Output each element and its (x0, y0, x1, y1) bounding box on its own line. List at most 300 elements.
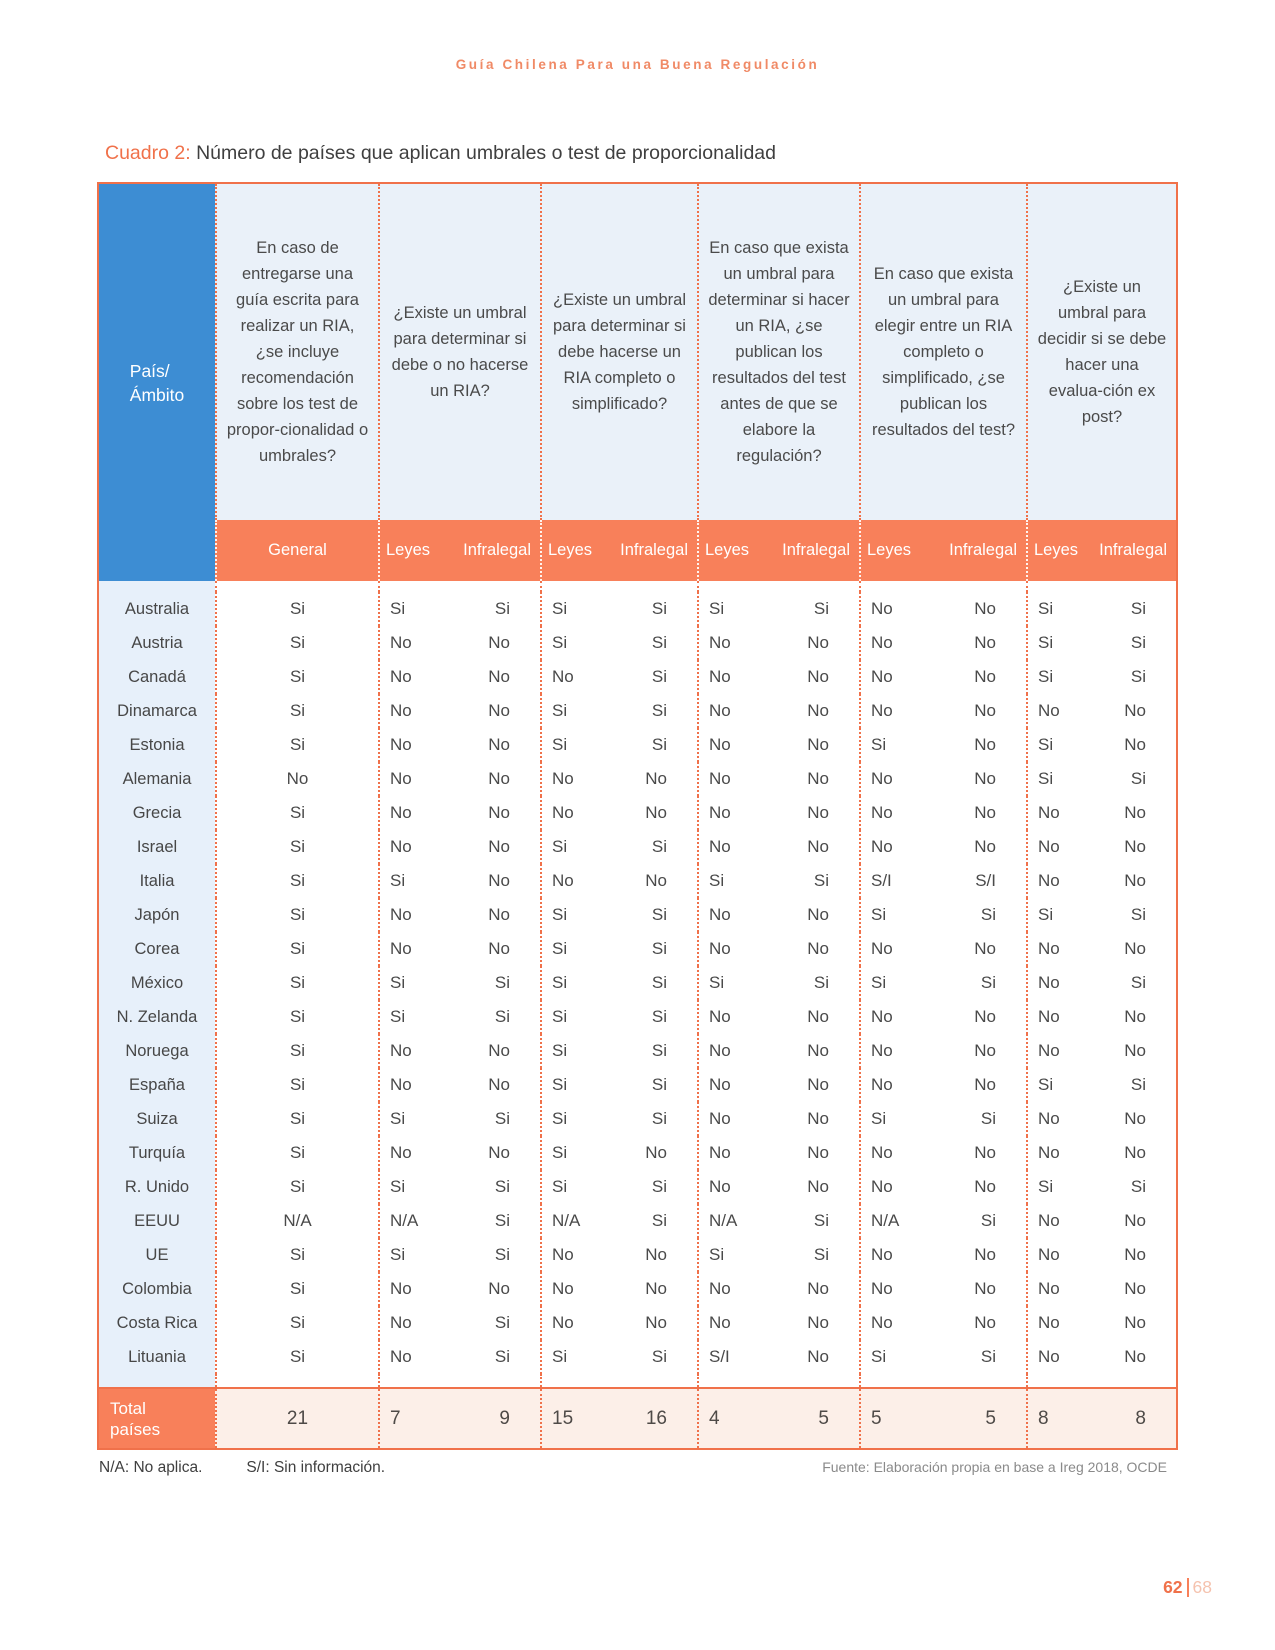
leyes-value: No (390, 1279, 412, 1298)
question-group-values (1026, 1238, 1176, 1272)
infralegal-value: Si (1130, 599, 1146, 618)
total-value-infralegal: 8 (1135, 1407, 1146, 1429)
infralegal-value: No (807, 735, 829, 754)
question-group-values (378, 1034, 540, 1068)
question-group-values (697, 864, 859, 898)
question-group-values (1026, 1272, 1176, 1306)
infralegal-value: Si (651, 633, 667, 652)
leyes-value: Si (1038, 633, 1054, 652)
leyes-value: Si (552, 905, 568, 924)
infralegal-value: No (974, 1075, 996, 1094)
question-group-values (540, 1000, 697, 1034)
table-row (99, 1238, 1176, 1272)
infralegal-value: Si (813, 973, 829, 992)
question-group-values (540, 694, 697, 728)
country-name: Italia (99, 864, 215, 898)
infralegal-value: No (488, 1041, 510, 1060)
question-header-cell: En caso que exista un umbral para determinar si hacer un RIA, ¿se publican los resultados del test antes de que se elabore la regulación? (697, 184, 859, 520)
leyes-value: Si (871, 1347, 887, 1366)
table-title-prefix: Cuadro 2: (105, 142, 191, 164)
question-header-cell: En caso que exista un umbral para elegir entre un RIA completo o simplificado, ¿se publican los resultados del test? (859, 184, 1026, 520)
infralegal-value: No (807, 1313, 829, 1332)
leyes-value: No (1038, 803, 1060, 822)
table-row (99, 830, 1176, 864)
footnote-na: N/A: No aplica. (99, 1459, 203, 1476)
question-group-values (378, 1000, 540, 1034)
question-group-values (697, 1340, 859, 1374)
leyes-value: Si (390, 871, 406, 890)
leyes-value: No (390, 905, 412, 924)
general-value: Si (215, 1034, 378, 1068)
infralegal-value: No (645, 769, 667, 788)
question-group-values (859, 796, 1026, 830)
infralegal-value: No (807, 837, 829, 856)
subheader-leyes: Leyes (867, 541, 912, 559)
infralegal-value: Si (980, 973, 996, 992)
leyes-value: No (390, 633, 412, 652)
leyes-value: Si (709, 871, 725, 890)
leyes-value: No (871, 803, 893, 822)
question-group-values (859, 1204, 1026, 1238)
table-row (99, 1340, 1176, 1374)
leyes-value: Si (1038, 599, 1054, 618)
leyes-value: Si (390, 973, 406, 992)
question-group-values (697, 1238, 859, 1272)
infralegal-value: No (488, 769, 510, 788)
leyes-value: No (390, 1347, 412, 1366)
infralegal-value: Si (494, 1313, 510, 1332)
question-group-values (540, 1102, 697, 1136)
general-value: Si (215, 864, 378, 898)
leyes-value: No (1038, 1347, 1060, 1366)
question-header-cell: En caso de entregarse una guía escrita para realizar un RIA, ¿se incluye recomendación sobre los test de propor-cionalidad o umbrales? (215, 184, 378, 520)
leyes-value: Si (390, 599, 406, 618)
general-value: Si (215, 796, 378, 830)
general-value: Si (215, 694, 378, 728)
leyes-value: No (709, 667, 731, 686)
infralegal-value: No (807, 701, 829, 720)
infralegal-value: No (1124, 871, 1146, 890)
question-group-values (697, 898, 859, 932)
infralegal-value: Si (651, 837, 667, 856)
country-name: Canadá (99, 660, 215, 694)
leyes-value: No (1038, 1041, 1060, 1060)
question-group-values (697, 1306, 859, 1340)
leyes-value: No (709, 1177, 731, 1196)
leyes-value: No (390, 1041, 412, 1060)
question-group-values (859, 694, 1026, 728)
question-group-values (697, 660, 859, 694)
infralegal-value: No (1124, 1041, 1146, 1060)
leyes-value: No (709, 803, 731, 822)
question-group-values (697, 1136, 859, 1170)
leyes-value: Si (552, 599, 568, 618)
infralegal-value: No (807, 1347, 829, 1366)
infralegal-value: Si (651, 1177, 667, 1196)
leyes-value: Si (1038, 1075, 1054, 1094)
question-group-values (540, 660, 697, 694)
question-group-values (697, 1068, 859, 1102)
leyes-value: No (871, 1313, 893, 1332)
infralegal-value: Si (1130, 667, 1146, 686)
question-group-values (378, 1204, 540, 1238)
question-group-values (378, 1102, 540, 1136)
question-group-values (378, 728, 540, 762)
total-row (99, 1387, 1176, 1448)
infralegal-value: No (807, 1279, 829, 1298)
table-row (99, 1034, 1176, 1068)
corner-line2: Ámbito (129, 384, 185, 405)
page-current: 62 (1163, 1577, 1183, 1597)
question-group-values (378, 796, 540, 830)
infralegal-value: Si (651, 973, 667, 992)
general-value: Si (215, 1340, 378, 1374)
leyes-value: No (1038, 1245, 1060, 1264)
question-group-values (859, 1238, 1026, 1272)
question-group-values (859, 1102, 1026, 1136)
leyes-value: No (1038, 837, 1060, 856)
infralegal-value: No (974, 769, 996, 788)
subheader-group (697, 520, 859, 581)
leyes-value: No (709, 1007, 731, 1026)
country-name: Grecia (99, 796, 215, 830)
question-group-values (697, 1034, 859, 1068)
infralegal-value: No (974, 1245, 996, 1264)
subheader-leyes: Leyes (548, 541, 593, 559)
total-value-leyes: 5 (871, 1407, 882, 1429)
total-value-group (859, 1389, 1026, 1448)
question-group-values (859, 1170, 1026, 1204)
leyes-value: N/A (709, 1211, 738, 1230)
leyes-value: No (871, 633, 893, 652)
infralegal-value: Si (980, 1347, 996, 1366)
total-value-leyes: 8 (1038, 1407, 1049, 1429)
leyes-value: No (871, 837, 893, 856)
question-group-values (1026, 898, 1176, 932)
question-group-values (378, 660, 540, 694)
infralegal-value: No (807, 1177, 829, 1196)
table-row (99, 1136, 1176, 1170)
table-row (99, 898, 1176, 932)
question-group-values (540, 1340, 697, 1374)
question-group-values (1026, 864, 1176, 898)
question-group-values (540, 966, 697, 1000)
leyes-value: No (871, 1177, 893, 1196)
total-value-group (378, 1389, 540, 1448)
subheader-infralegal: Infralegal (782, 541, 850, 559)
infralegal-value: No (488, 939, 510, 958)
question-group-values (859, 864, 1026, 898)
question-group-values (378, 1238, 540, 1272)
infralegal-value: No (1124, 735, 1146, 754)
infralegal-value: No (974, 633, 996, 652)
leyes-value: Si (552, 1075, 568, 1094)
country-name: Costa Rica (99, 1306, 215, 1340)
leyes-value: Si (709, 1245, 725, 1264)
leyes-value: No (390, 837, 412, 856)
infralegal-value: Si (1130, 973, 1146, 992)
infralegal-value: No (807, 939, 829, 958)
infralegal-value: No (807, 1109, 829, 1128)
leyes-value: No (552, 871, 574, 890)
question-group-values (378, 762, 540, 796)
general-value: Si (215, 1306, 378, 1340)
question-header-cell: ¿Existe un umbral para determinar si debe o no hacerse un RIA? (378, 184, 540, 520)
question-group-values (697, 592, 859, 626)
leyes-value: No (390, 1313, 412, 1332)
total-value-general: 21 (215, 1389, 378, 1448)
subheader-group (540, 520, 697, 581)
subheader-infralegal: Infralegal (620, 541, 688, 559)
leyes-value: Si (709, 599, 725, 618)
corner-cell (99, 184, 215, 581)
subheader-infralegal: Infralegal (463, 541, 531, 559)
question-group-values (859, 966, 1026, 1000)
infralegal-value: No (974, 1279, 996, 1298)
general-value: Si (215, 1238, 378, 1272)
leyes-value: No (1038, 1143, 1060, 1162)
question-group-values (1026, 1204, 1176, 1238)
infralegal-value: Si (813, 1245, 829, 1264)
general-value: Si (215, 1272, 378, 1306)
question-group-values (540, 898, 697, 932)
question-group-values (540, 1238, 697, 1272)
leyes-value: No (390, 769, 412, 788)
question-group-values (1026, 1170, 1176, 1204)
infralegal-value: No (974, 1007, 996, 1026)
question-group-values (859, 1306, 1026, 1340)
table-title (105, 142, 776, 165)
country-name: UE (99, 1238, 215, 1272)
table-row (99, 1272, 1176, 1306)
general-value: N/A (215, 1204, 378, 1238)
infralegal-value: No (974, 939, 996, 958)
infralegal-value: No (974, 1313, 996, 1332)
infralegal-value: Si (1130, 1177, 1146, 1196)
question-group-values (378, 864, 540, 898)
leyes-value: No (871, 1279, 893, 1298)
country-name: Alemania (99, 762, 215, 796)
leyes-value: No (709, 735, 731, 754)
question-group-values (378, 1340, 540, 1374)
question-group-values (1026, 1034, 1176, 1068)
general-value: Si (215, 660, 378, 694)
question-group-values (859, 626, 1026, 660)
infralegal-value: No (974, 1143, 996, 1162)
infralegal-value: No (488, 667, 510, 686)
country-name: Estonia (99, 728, 215, 762)
country-name: EEUU (99, 1204, 215, 1238)
general-value: Si (215, 1068, 378, 1102)
question-group-values (697, 1102, 859, 1136)
spacer-row (99, 581, 1176, 592)
infralegal-value: Si (494, 1211, 510, 1230)
leyes-value: Si (552, 1007, 568, 1026)
leyes-value: Si (552, 701, 568, 720)
question-group-values (378, 694, 540, 728)
question-header-cell: ¿Existe un umbral para determinar si debe hacerse un RIA completo o simplificado? (540, 184, 697, 520)
country-name: España (99, 1068, 215, 1102)
leyes-value: No (871, 1007, 893, 1026)
infralegal-value: No (488, 701, 510, 720)
table-row (99, 864, 1176, 898)
question-group-values (697, 966, 859, 1000)
leyes-value: Si (552, 1177, 568, 1196)
leyes-value: Si (552, 837, 568, 856)
infralegal-value: No (1124, 1313, 1146, 1332)
infralegal-value: No (1124, 1347, 1146, 1366)
total-value-group (697, 1389, 859, 1448)
question-group-values (697, 932, 859, 966)
infralegal-value: S/I (975, 871, 996, 890)
leyes-value: Si (552, 1109, 568, 1128)
leyes-value: No (1038, 1313, 1060, 1332)
leyes-value: No (552, 769, 574, 788)
leyes-value: No (390, 735, 412, 754)
infralegal-value: No (807, 769, 829, 788)
infralegal-value: No (974, 803, 996, 822)
question-group-values (697, 1204, 859, 1238)
subheader-infralegal: Infralegal (1099, 541, 1167, 559)
infralegal-value: No (974, 1041, 996, 1060)
infralegal-value: No (645, 1245, 667, 1264)
infralegal-value: No (807, 1041, 829, 1060)
leyes-value: No (709, 1109, 731, 1128)
table-row (99, 1102, 1176, 1136)
general-value: Si (215, 1102, 378, 1136)
question-group-values (378, 1306, 540, 1340)
total-value-infralegal: 9 (499, 1407, 510, 1429)
infralegal-value: No (488, 871, 510, 890)
question-group-values (859, 592, 1026, 626)
infralegal-value: Si (494, 599, 510, 618)
leyes-value: N/A (871, 1211, 900, 1230)
subheader-group (1026, 520, 1176, 581)
leyes-value: Si (552, 939, 568, 958)
question-group-values (697, 1000, 859, 1034)
total-value-infralegal: 5 (985, 1407, 996, 1429)
leyes-value: S/I (871, 871, 892, 890)
country-name: Dinamarca (99, 694, 215, 728)
leyes-value: Si (871, 735, 887, 754)
infralegal-value: No (807, 667, 829, 686)
total-value-infralegal: 5 (818, 1407, 829, 1429)
question-group-values (1026, 1068, 1176, 1102)
leyes-value: No (871, 1075, 893, 1094)
infralegal-value: No (807, 803, 829, 822)
leyes-value: Si (709, 973, 725, 992)
infralegal-value: No (645, 1143, 667, 1162)
question-group-values (1026, 1136, 1176, 1170)
country-name: Israel (99, 830, 215, 864)
table-header (99, 184, 1176, 581)
infralegal-value: No (645, 803, 667, 822)
table-row (99, 966, 1176, 1000)
infralegal-value: Si (813, 1211, 829, 1230)
leyes-value: No (709, 769, 731, 788)
leyes-value: Si (1038, 1177, 1054, 1196)
leyes-value: No (871, 1143, 893, 1162)
question-group-values (1026, 762, 1176, 796)
source-note: Fuente: Elaboración propia en base a Ireg 2018, OCDE (822, 1459, 1167, 1475)
leyes-value: No (709, 1143, 731, 1162)
leyes-value: No (709, 939, 731, 958)
leyes-value: No (390, 1143, 412, 1162)
corner-line1: País/ (129, 360, 170, 381)
question-group-values (378, 1272, 540, 1306)
infralegal-value: Si (651, 735, 667, 754)
leyes-value: Si (390, 1177, 406, 1196)
leyes-value: No (1038, 1211, 1060, 1230)
footnote-si: S/I: Sin información. (246, 1459, 386, 1476)
table-row (99, 1306, 1176, 1340)
infralegal-value: No (488, 1143, 510, 1162)
question-group-values (540, 1306, 697, 1340)
leyes-value: No (390, 701, 412, 720)
leyes-value: Si (1038, 735, 1054, 754)
question-group-values (697, 762, 859, 796)
question-group-values (697, 1170, 859, 1204)
page-total: 68 (1192, 1577, 1212, 1597)
leyes-value: Si (1038, 667, 1054, 686)
question-group-values (378, 1068, 540, 1102)
table-row (99, 728, 1176, 762)
leyes-value: No (552, 667, 574, 686)
general-value: Si (215, 966, 378, 1000)
subheader-infralegal: Infralegal (949, 541, 1017, 559)
question-group-values (859, 1034, 1026, 1068)
leyes-value: No (871, 701, 893, 720)
leyes-value: No (709, 633, 731, 652)
general-value: Si (215, 626, 378, 660)
total-value-group (1026, 1389, 1176, 1448)
question-group-values (378, 626, 540, 660)
question-group-values (378, 1170, 540, 1204)
infralegal-value: Si (651, 1007, 667, 1026)
question-group-values (859, 932, 1026, 966)
general-value: Si (215, 592, 378, 626)
question-group-values (859, 898, 1026, 932)
page-number (1163, 1577, 1212, 1598)
table-row (99, 1000, 1176, 1034)
general-value: Si (215, 932, 378, 966)
question-group-values (859, 1272, 1026, 1306)
infralegal-value: Si (651, 905, 667, 924)
table-row (99, 626, 1176, 660)
subheader-leyes: Leyes (386, 541, 431, 559)
table-row (99, 932, 1176, 966)
leyes-value: No (1038, 939, 1060, 958)
country-name: Lituania (99, 1340, 215, 1374)
leyes-value: Si (1038, 769, 1054, 788)
infralegal-value: No (488, 735, 510, 754)
infralegal-value: No (488, 633, 510, 652)
question-group-values (540, 864, 697, 898)
leyes-value: Si (552, 1347, 568, 1366)
leyes-value: No (871, 1041, 893, 1060)
leyes-value: No (552, 1313, 574, 1332)
question-group-values (697, 626, 859, 660)
question-group-values (540, 1272, 697, 1306)
total-value-leyes: 7 (390, 1407, 401, 1429)
infralegal-value: Si (980, 1211, 996, 1230)
infralegal-value: Si (651, 1075, 667, 1094)
question-group-values (540, 1170, 697, 1204)
leyes-value: Si (390, 1007, 406, 1026)
leyes-value: No (390, 667, 412, 686)
question-group-values (859, 1340, 1026, 1374)
infralegal-value: Si (494, 1177, 510, 1196)
